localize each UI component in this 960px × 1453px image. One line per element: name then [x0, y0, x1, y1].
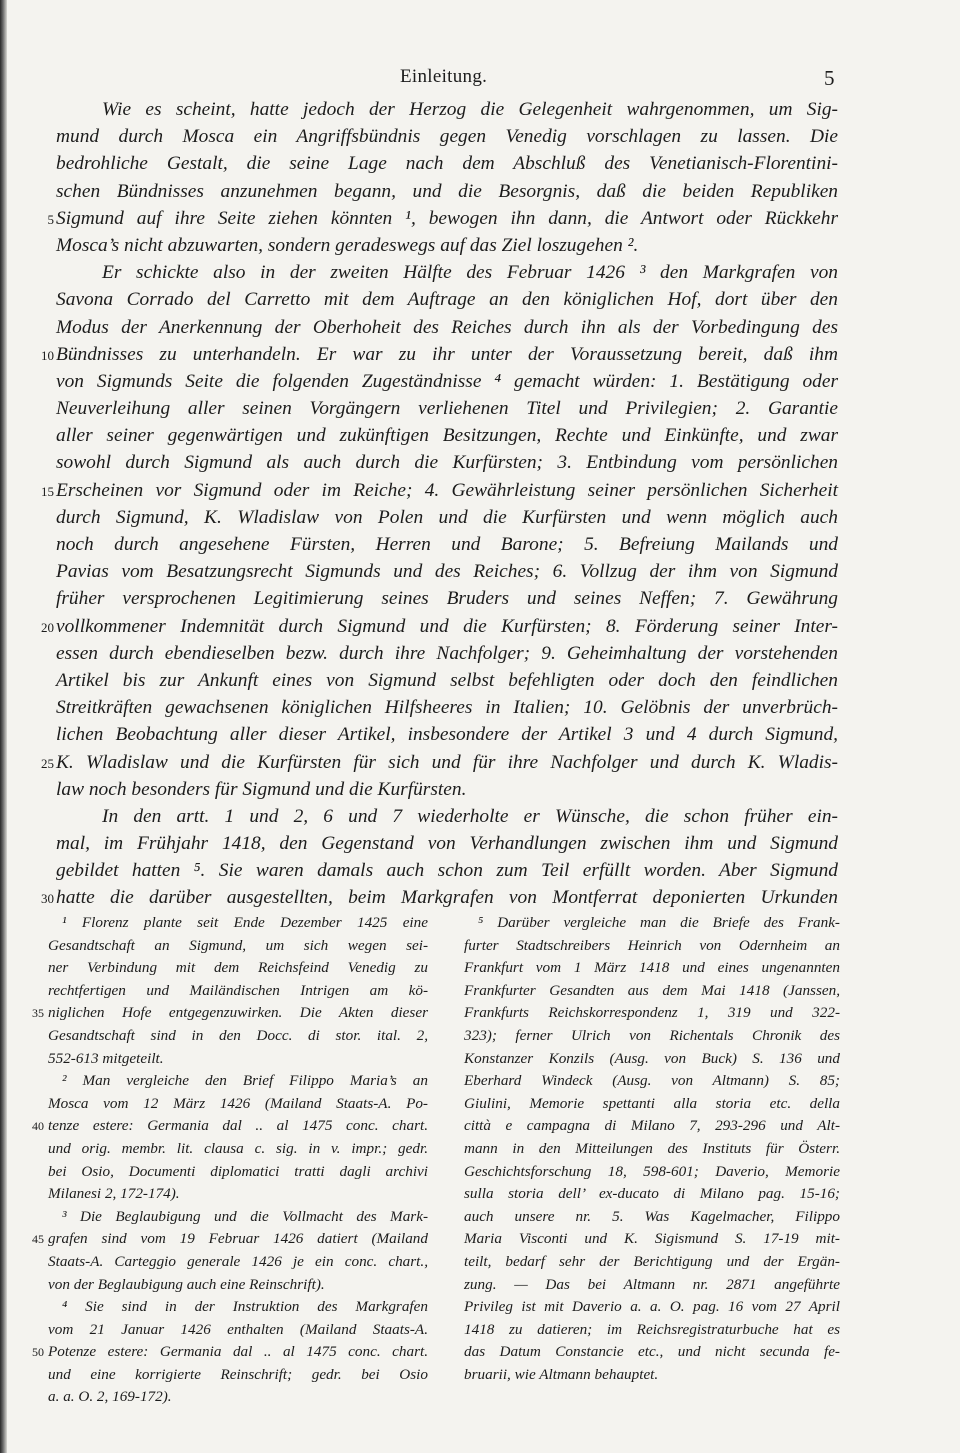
line-text: Privileg ist mit Daverio a. a. O. pag. 16 vom 27 April [464, 1298, 840, 1316]
line-text: furter Stadtschreibers Heinrich von Odernheim an [464, 936, 840, 954]
line-text: ³ Die Beglaubigung und die Vollmacht des Mark- [62, 1207, 428, 1225]
text-line [0, 749, 960, 776]
text-line [0, 640, 960, 667]
text-line [0, 205, 960, 232]
line-text: mal, im Frühjahr 1418, den Gegenstand von Verhandlungen zwischen ihm und Sigmund [56, 833, 838, 855]
footnote-line [464, 1093, 840, 1116]
footnote-line [464, 1319, 840, 1342]
line-text: K. Wladislaw und die Kurfürsten für sich und für ihre Nachfolger und durch K. Wladis- [56, 751, 838, 773]
text-line [0, 776, 960, 803]
line-text: Potenze estere: Germania dal .. al 1475 conc. chart. [48, 1343, 428, 1361]
line-text: Modus der Anerkennung der Oberhoheit des Reiches durch ihn als der Vorbedingung des [56, 316, 838, 338]
line-text: Frankfurts Reichskorrespondenz 1, 319 und 322- [464, 1004, 840, 1022]
text-line [0, 123, 960, 150]
line-text: sowohl durch Sigmund als auch durch die Kurfürsten; 3. Entbindung vom persönlichen [56, 452, 838, 474]
text-line [0, 803, 960, 830]
text-line [0, 585, 960, 612]
line-text: Streitkräften gewachsenen königlichen Hilfsheeres in Italien; 10. Gelöbnis der unverbrüch- [56, 697, 838, 719]
footnote-line [464, 980, 840, 1003]
text-line [0, 178, 960, 205]
main-text [0, 96, 960, 912]
text-line [0, 613, 960, 640]
text-line [0, 830, 960, 857]
line-text: grafen sind vom 19 Februar 1426 datiert (Mailand [48, 1230, 428, 1248]
text-line [0, 884, 960, 911]
text-line [0, 422, 960, 449]
line-number: 40 [32, 1119, 44, 1134]
running-title: Einleitung. [400, 66, 488, 87]
line-text: Mosca vom 12 März 1426 (Mailand Staats-A. Po- [48, 1094, 428, 1112]
line-number: 5 [47, 211, 54, 227]
footnote-line [48, 1183, 428, 1206]
footnote-line [464, 1206, 840, 1229]
line-number: 50 [32, 1345, 44, 1360]
line-text: bedrohliche Gestalt, die seine Lage nach dem Abschluß des Venetianisch-Florentini- [56, 153, 838, 175]
text-line [0, 259, 960, 286]
line-text: ner Verbindung mit dem Reichsfeind Venedig zu [48, 959, 428, 977]
footnote-line [32, 1002, 428, 1025]
footnote-line [464, 1251, 840, 1274]
footnote-line [464, 1138, 840, 1161]
line-text: essen durch ebendieselben bezw. durch ihre Nachfolger; 9. Geheimhaltung der vorstehenden [56, 642, 838, 664]
line-text: a. a. O. 2, 169-172). [48, 1388, 172, 1406]
line-text: gebildet hatten ⁵. Sie waren damals auch schon zum Teil erfüllt worden. Aber Sigmund [56, 860, 838, 882]
line-text: Giulini, Memorie spettanti alla storia etc. della [464, 1094, 840, 1112]
page-number: 5 [824, 66, 835, 90]
line-text: bruarii, wie Altmann behauptet. [464, 1365, 659, 1383]
line-text: vollkommener Indemnität durch Sigmund und die Kurfürsten; 8. Förderung seiner Inter- [56, 615, 838, 637]
footnote-line [464, 1070, 840, 1093]
footnote-line [464, 935, 840, 958]
line-text: Wie es scheint, hatte jedoch der Herzog die Gelegenheit wahrgenommen, um Sig- [102, 99, 838, 120]
footnote-line [48, 1386, 428, 1409]
footnote-line [48, 1048, 428, 1071]
line-text: Mosca’s nicht abzuwarten, sondern geradeswegs auf das Ziel loszugehen ². [56, 234, 639, 256]
line-text: 1418 zu datieren; im Reichsregistraturbuche hat es [464, 1320, 840, 1338]
line-text: und orig. membr. lit. clausa c. sig. in v. impr.; gedr. [48, 1139, 428, 1157]
footnote-line [464, 1161, 840, 1184]
text-line [0, 96, 960, 123]
line-text: Bündnisses zu unterhandeln. Er war zu ihr unter der Voraussetzung bereit, daß ihm [56, 343, 838, 365]
footnote-line [48, 1161, 428, 1184]
line-text: Geschichtsforschung 18, 598-601; Daverio, Memorie [464, 1162, 840, 1180]
footnote-line [48, 957, 428, 980]
footnotes-left-column [32, 912, 428, 1409]
line-text: Eberhard Windeck (Ausg. von Altmann) S. 85; [464, 1072, 840, 1090]
line-text: Maria Visconti und K. Sigismund S. 17-19 mit- [464, 1230, 840, 1248]
line-text: Neuverleihung aller seinen Vorgängern verliehenen Titel und Privilegien; 2. Garantie [56, 398, 838, 420]
footnote-line [464, 1115, 840, 1138]
line-text: In den artt. 1 und 2, 6 und 7 wiederholte er Wünsche, die schon früher ein- [102, 805, 838, 827]
text-line [0, 667, 960, 694]
footnote-line [48, 1274, 428, 1297]
line-number: 10 [41, 347, 54, 363]
line-text: rechtfertigen und Mailändischen Intrigen am kö- [48, 981, 428, 999]
footnote-line [48, 1251, 428, 1274]
text-line [0, 232, 960, 259]
footnote-line [464, 1228, 840, 1251]
line-text: Savona Corrado del Carretto mit dem Auftrage an den königlichen Hof, dort über den [56, 289, 838, 311]
line-number: 25 [41, 755, 54, 771]
line-number: 30 [41, 891, 54, 907]
footnote-line [464, 1341, 840, 1364]
footnote-line [464, 1048, 840, 1071]
line-text: lichen Beobachtung aller dieser Artikel, insbesondere der Artikel 3 und 4 durch Sigmund, [56, 724, 838, 746]
footnote-line [48, 1364, 428, 1387]
footnote-line [48, 1025, 428, 1048]
line-text: Sigmund auf ihre Seite ziehen könnten ¹, bewogen ihn dann, die Antwort oder Rückkehr [56, 207, 838, 229]
line-text: niglichen Hofe entgegenzuwirken. Die Akten dieser [48, 1004, 428, 1022]
line-text: Milanesi 2, 172-174). [48, 1185, 180, 1203]
line-text: noch durch angesehene Fürsten, Herren und Barone; 5. Befreiung Mailands und [56, 534, 838, 555]
line-text: 323); ferner Ulrich von Richentals Chronik des [464, 1026, 840, 1044]
text-line [0, 857, 960, 884]
line-text: Gesandtschaft sind in den Docc. di stor. ital. 2, [48, 1026, 428, 1044]
line-text: auch unsere nr. 5. Was Kagelmacher, Filippo [464, 1207, 840, 1225]
footnote-line [464, 1296, 840, 1319]
line-text: 552-613 mitgeteilt. [48, 1049, 164, 1067]
line-text: Frankfurter Gesandten aus dem Mai 1418 (Janssen, [464, 981, 840, 999]
footnotes [0, 912, 960, 1406]
line-number: 20 [41, 619, 54, 635]
line-text: Konstanzer Konzils (Ausg. von Buck) S. 136 und [464, 1049, 840, 1067]
line-text: aller seiner gegenwärtigen und zukünftigen Besitzungen, Rechte und Einkünfte, und zwar [56, 425, 838, 447]
line-text: durch Sigmund, K. Wladislaw von Polen und die Kurfürsten und wenn möglich auch [56, 506, 838, 528]
footnote-line [48, 1319, 428, 1342]
line-text: tenze estere: Germania dal .. al 1475 conc. chart. [48, 1117, 428, 1135]
footnote-line [48, 1070, 428, 1093]
footnotes-right-column [464, 912, 840, 1386]
text-line [0, 286, 960, 313]
text-line [0, 504, 960, 531]
text-line [0, 395, 960, 422]
line-text: Staats-A. Carteggio generale 1426 je ein conc. chart., [48, 1252, 428, 1270]
footnote-line [48, 935, 428, 958]
line-text: Pavias vom Besatzungsrecht Sigmunds und des Reiches; 6. Vollzug der ihm von Sigmund [56, 561, 838, 583]
footnote-line [464, 1025, 840, 1048]
line-number: 15 [41, 483, 54, 499]
text-line [0, 721, 960, 748]
line-text: hatte die darüber ausgestellten, beim Markgrafen von Montferrat deponierten Urkunden [56, 887, 838, 909]
page-header [0, 66, 960, 96]
line-text: Erscheinen vor Sigmund oder im Reiche; 4. Gewährleistung seiner persönlichen Sicherheit [56, 479, 838, 501]
line-text: mann in den Mitteilungen des Instituts für Österr. [464, 1139, 840, 1157]
line-text: ⁴ Sie sind in der Instruktion des Markgrafen [62, 1298, 428, 1316]
text-line [0, 368, 960, 395]
line-text: città e campagna di Milano 7, 293-296 und Alt- [464, 1117, 840, 1135]
line-text: früher versprochenen Legitimierung seines Bruders und seines Neffen; 7. Gewährung [56, 588, 838, 610]
line-text: und eine korrigierte Reinschrift; gedr. bei Osio [48, 1365, 428, 1383]
line-text: ⁵ Darüber vergleiche man die Briefe des Frank- [478, 914, 840, 931]
line-text: Gesandtschaft an Sigmund, um sich wegen sei- [48, 936, 428, 954]
line-text: von der Beglaubigung auch eine Reinschrift). [48, 1275, 325, 1293]
line-text: ² Man vergleiche den Brief Filippo Maria’s an [62, 1072, 428, 1090]
line-text: Er schickte also in der zweiten Hälfte des Februar 1426 ³ den Markgrafen von [102, 262, 838, 284]
line-number: 35 [32, 1006, 44, 1021]
line-text: law noch besonders für Sigmund und die Kurfürsten. [56, 778, 467, 800]
footnote-line [464, 1183, 840, 1206]
line-text: bei Osio, Documenti diplomatici tratti dagli archivi [48, 1162, 428, 1180]
line-text: vom 21 Januar 1426 enthalten (Mailand Staats-A. [48, 1320, 428, 1338]
footnote-line [48, 1206, 428, 1229]
footnote-line [32, 1115, 428, 1138]
line-text: Artikel bis zur Ankunft eines von Sigmund selbst befehligten oder doch den feindlichen [56, 669, 838, 691]
line-text: sulla storia dell’ ex-ducato di Milano pag. 15-16; [464, 1185, 840, 1203]
footnote-line [464, 957, 840, 980]
footnote-line [464, 912, 840, 935]
footnote-line [464, 1364, 840, 1387]
footnote-line [48, 912, 428, 935]
line-text: von Sigmunds Seite die folgenden Zugeständnisse ⁴ gemacht würden: 1. Bestätigung oder [56, 370, 838, 392]
footnote-line [464, 1002, 840, 1025]
text-line [0, 694, 960, 721]
text-line [0, 558, 960, 585]
line-text: zung. — Das bei Altmann nr. 2871 angeführte [464, 1275, 840, 1293]
text-line [0, 314, 960, 341]
line-text: teilt, bedarf sehr der Berichtigung und der Ergän- [464, 1252, 840, 1270]
footnote-line [48, 980, 428, 1003]
footnote-line [32, 1341, 428, 1364]
footnote-line [32, 1228, 428, 1251]
footnote-line [48, 1296, 428, 1319]
line-number: 45 [32, 1232, 44, 1247]
line-text: das Datum Constancie etc., und nicht secunda fe- [464, 1343, 840, 1361]
line-text: Frankfurt vom 1 März 1418 und eines ungenannten [464, 959, 840, 977]
footnote-line [464, 1274, 840, 1297]
text-line [0, 341, 960, 368]
footnote-line [48, 1138, 428, 1161]
line-text: ¹ Florenz plante seit Ende Dezember 1425 eine [62, 914, 428, 931]
text-line [0, 150, 960, 177]
text-line [0, 477, 960, 504]
footnote-line [48, 1093, 428, 1116]
text-line [0, 449, 960, 476]
line-text: mund durch Mosca ein Angriffsbündnis gegen Venedig vorschlagen zu lassen. Die [56, 126, 838, 148]
line-text: schen Bündnisses anzunehmen begann, und die Besorgnis, daß die beiden Republiken [56, 180, 838, 202]
text-line [0, 531, 960, 558]
